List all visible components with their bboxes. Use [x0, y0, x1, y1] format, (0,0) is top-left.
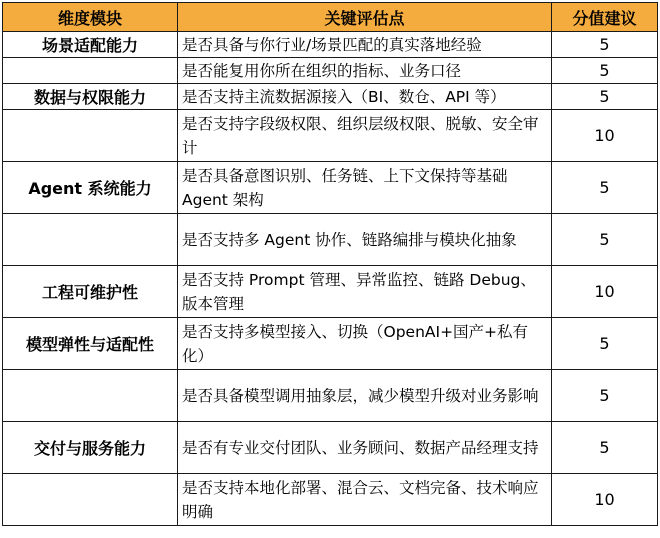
- dimension-cell: 交付与服务能力: [3, 422, 178, 474]
- dimension-cell: [3, 214, 178, 266]
- table-row: [3, 32, 658, 58]
- table-row: [3, 474, 658, 526]
- point-cell: 是否具备与你行业/场景匹配的真实落地经验: [178, 32, 552, 58]
- point-cell: 是否能复用你所在组织的指标、业务口径: [178, 58, 552, 84]
- point-cell: 是否支持本地化部署、混合云、文档完备、技术响应明确: [178, 474, 552, 526]
- score-cell: 5: [552, 370, 658, 422]
- score-cell: 5: [552, 318, 658, 370]
- score-cell: 10: [552, 110, 658, 162]
- point-cell: 是否支持字段级权限、组织层级权限、脱敏、安全审计: [178, 110, 552, 162]
- point-cell: 是否支持 Prompt 管理、异常监控、链路 Debug、版本管理: [178, 266, 552, 318]
- evaluation-table: [2, 2, 658, 526]
- dimension-cell: Agent 系统能力: [3, 162, 178, 214]
- header-row: [3, 3, 658, 32]
- table-row: [3, 84, 658, 110]
- table-row: [3, 318, 658, 370]
- header-dimension: 维度模块: [3, 3, 178, 32]
- dimension-cell: 模型弹性与适配性: [3, 318, 178, 370]
- table-row: [3, 214, 658, 266]
- point-cell: 是否支持主流数据源接入（BI、数仓、API 等）: [178, 84, 552, 110]
- table-row: [3, 422, 658, 474]
- table-row: [3, 110, 658, 162]
- score-cell: 5: [552, 214, 658, 266]
- point-cell: 是否具备意图识别、任务链、上下文保持等基础 Agent 架构: [178, 162, 552, 214]
- score-cell: 10: [552, 266, 658, 318]
- score-cell: 10: [552, 474, 658, 526]
- score-cell: 5: [552, 422, 658, 474]
- dimension-cell: [3, 474, 178, 526]
- table-row: [3, 266, 658, 318]
- dimension-cell: [3, 58, 178, 84]
- table-row: [3, 162, 658, 214]
- header-score: 分值建议: [552, 3, 658, 32]
- score-cell: 5: [552, 84, 658, 110]
- dimension-cell: 场景适配能力: [3, 32, 178, 58]
- table-row: [3, 370, 658, 422]
- dimension-cell: 工程可维护性: [3, 266, 178, 318]
- header-point: 关键评估点: [178, 3, 552, 32]
- score-cell: 5: [552, 58, 658, 84]
- dimension-cell: 数据与权限能力: [3, 84, 178, 110]
- point-cell: 是否有专业交付团队、业务顾问、数据产品经理支持: [178, 422, 552, 474]
- dimension-cell: [3, 110, 178, 162]
- dimension-cell: [3, 370, 178, 422]
- point-cell: 是否支持多模型接入、切换（OpenAI+国产+私有化）: [178, 318, 552, 370]
- score-cell: 5: [552, 32, 658, 58]
- point-cell: 是否支持多 Agent 协作、链路编排与模块化抽象: [178, 214, 552, 266]
- table-row: [3, 58, 658, 84]
- score-cell: 5: [552, 162, 658, 214]
- point-cell: 是否具备模型调用抽象层，减少模型升级对业务影响: [178, 370, 552, 422]
